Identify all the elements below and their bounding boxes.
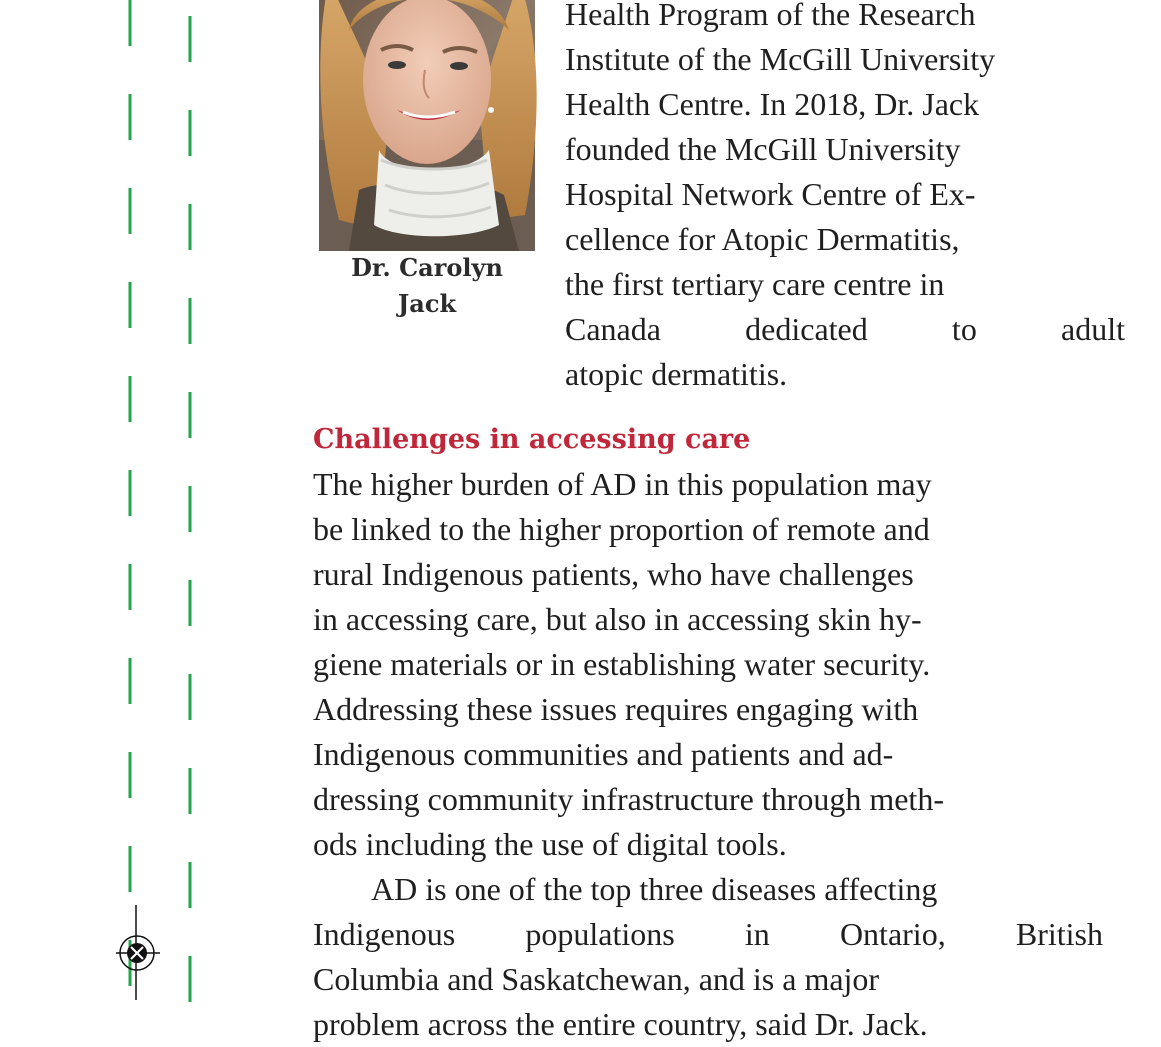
word: to bbox=[951, 311, 977, 347]
word: adult bbox=[1061, 311, 1125, 347]
registration-mark-icon bbox=[116, 905, 160, 1000]
bio-line: Hospital Network Centre of Ex- bbox=[565, 176, 976, 212]
photo-caption bbox=[319, 250, 535, 322]
portrait-photo bbox=[319, 0, 535, 251]
body-line: Columbia and Saskatchewan, and is a major bbox=[313, 961, 880, 997]
body-line: giene materials or in establishing water security. bbox=[313, 646, 931, 682]
portrait-illustration bbox=[319, 0, 535, 251]
bio-line: Health Centre. In 2018, Dr. Jack bbox=[565, 86, 980, 122]
word: Canada bbox=[565, 311, 661, 347]
body-line: ods including the use of digital tools. bbox=[313, 826, 787, 862]
caption-line: Jack bbox=[397, 289, 457, 318]
body-line: Addressing these issues requires engaging with bbox=[313, 691, 919, 727]
word: populations bbox=[525, 916, 675, 952]
bio-line: Institute of the McGill University bbox=[565, 41, 996, 77]
bio-line: Health Program of the Research bbox=[565, 0, 976, 32]
body-line bbox=[313, 912, 1103, 957]
body-line: The higher burden of AD in this population may bbox=[313, 466, 932, 502]
body-line: in accessing care, but also in accessing skin hy- bbox=[313, 601, 922, 637]
body-line: rural Indigenous patients, who have challenges bbox=[313, 556, 914, 592]
caption-line: Dr. Carolyn bbox=[351, 253, 503, 282]
word: dedicated bbox=[745, 311, 868, 347]
bio-line: the first tertiary care centre in bbox=[565, 266, 945, 302]
word: Indigenous bbox=[313, 916, 456, 952]
bio-line bbox=[565, 307, 1125, 352]
body-line: problem across the entire country, said Dr. Jack. bbox=[313, 1006, 928, 1042]
crop-guide-lines bbox=[130, 0, 190, 1024]
body-line: AD is one of the top three diseases affecting bbox=[371, 871, 938, 907]
body-line: be linked to the higher proportion of remote and bbox=[313, 511, 930, 547]
bio-line: cellence for Atopic Dermatitis, bbox=[565, 221, 960, 257]
body-line: dressing community infrastructure through meth- bbox=[313, 781, 944, 817]
word: British bbox=[1015, 916, 1103, 952]
word: in bbox=[744, 916, 770, 952]
word: Ontario, bbox=[839, 916, 946, 952]
bio-line: founded the McGill University bbox=[565, 131, 961, 167]
section-heading: Challenges in accessing care bbox=[313, 424, 751, 455]
crop-marks bbox=[0, 0, 260, 1024]
body-line: Indigenous communities and patients and ad- bbox=[313, 736, 894, 772]
bio-line: atopic dermatitis. bbox=[565, 356, 788, 392]
